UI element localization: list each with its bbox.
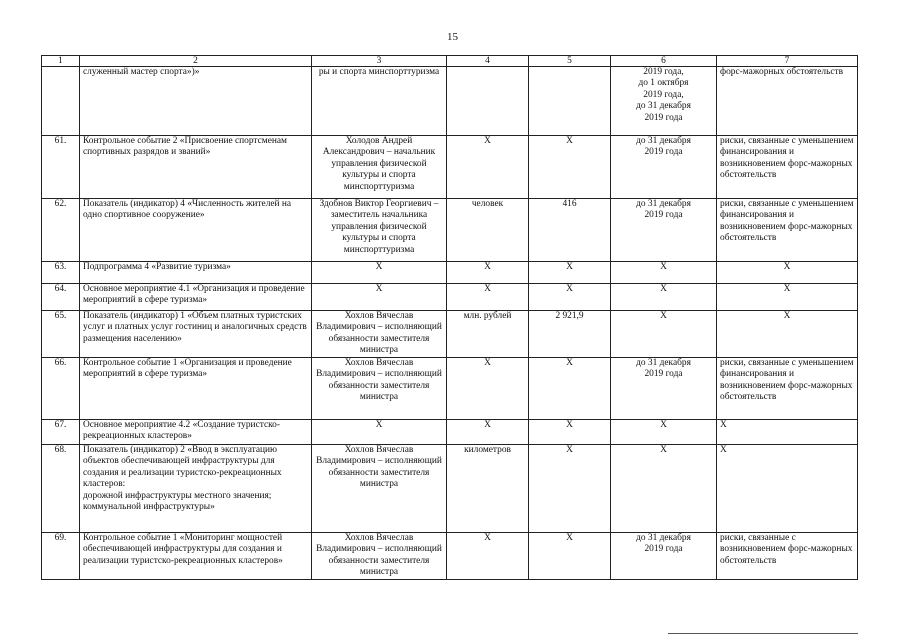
target-value-cell: 2 921,9 [529, 311, 611, 358]
responsible-person-cell: Холодов Андрей Александрович – начальник управления физической культуры и спорта минспорттуризма [312, 136, 447, 199]
risks-cell: X [717, 284, 858, 311]
event-name-cell: Подпрограмма 4 «Развитие туризма» [80, 262, 312, 284]
column-number-row [42, 56, 858, 67]
event-name-cell: Основное мероприятие 4.1 «Организация и проведение мероприятий в сфере туризма» [80, 284, 312, 311]
column-number-6: 6 [611, 56, 717, 67]
row-number-cell: 68. [42, 445, 80, 533]
responsible-person-cell: ры и спорта минспорттуризма [312, 67, 447, 136]
target-value-cell [529, 67, 611, 136]
deadline-cell: X [611, 420, 717, 445]
event-name-cell: Контрольное событие 2 «Присвоение спортсменам спортивных разрядов и званий» [80, 136, 312, 199]
table-row [42, 533, 858, 580]
row-number-cell: 61. [42, 136, 80, 199]
deadline-cell: до 31 декабря 2019 года [611, 358, 717, 420]
event-name-cell: служенный мастер спорта»)» [80, 67, 312, 136]
risks-cell: риски, связанные с уменьшением финансирования и возникновением форс-мажорных обстоятельств [717, 136, 858, 199]
unit-of-measure-cell: километров [447, 445, 529, 533]
row-number-cell: 67. [42, 420, 80, 445]
event-name-cell: Контрольное событие 1 «Организация и проведение мероприятий в сфере туризма» [80, 358, 312, 420]
unit-of-measure-cell: X [447, 284, 529, 311]
row-number-cell: 63. [42, 262, 80, 284]
deadline-cell: X [611, 262, 717, 284]
target-value-cell: X [529, 445, 611, 533]
unit-of-measure-cell: X [447, 533, 529, 580]
responsible-person-cell: Хохлов Вячеслав Владимирович – исполняющий обязанности заместителя министра [312, 533, 447, 580]
risks-cell: форс-мажорных обстоятельств [717, 67, 858, 136]
table-row [42, 311, 858, 358]
table-row [42, 199, 858, 262]
target-value-cell: X [529, 533, 611, 580]
responsible-person-cell: X [312, 262, 447, 284]
unit-of-measure-cell [447, 67, 529, 136]
report-table [41, 55, 858, 580]
unit-of-measure-cell: X [447, 136, 529, 199]
responsible-person-cell: Здобнов Виктор Георгиевич – заместитель начальника управления физической культуры и спорта минспорттуризма [312, 199, 447, 262]
unit-of-measure-cell: X [447, 262, 529, 284]
unit-of-measure-cell: человек [447, 199, 529, 262]
event-name-cell: Показатель (индикатор) 2 «Ввод в эксплуатацию объектов обеспечивающей инфраструктуры для создания и реализации туристско-рекреационных кластеров: дорожной инфраструктуры местного значения; коммунальной инфраструктуры» [80, 445, 312, 533]
deadline-cell: X [611, 284, 717, 311]
deadline-cell: X [611, 445, 717, 533]
deadline-cell: до 31 декабря 2019 года [611, 199, 717, 262]
event-name-cell: Контрольное событие 1 «Мониторинг мощностей обеспечивающей инфраструктуры для создания и реализации туристско-рекреационных кластеров» [80, 533, 312, 580]
row-number-cell: 62. [42, 199, 80, 262]
column-number-5: 5 [529, 56, 611, 67]
risks-cell: риски, связанные с уменьшением финансирования и возникновением форс-мажорных обстоятельств [717, 199, 858, 262]
deadline-cell: 2019 года, до 1 октября 2019 года, до 31 декабря 2019 года [611, 67, 717, 136]
column-number-2: 2 [80, 56, 312, 67]
responsible-person-cell: Хохлов Вячеслав Владимирович – исполняющий обязанности заместителя министра [312, 445, 447, 533]
column-number-7: 7 [717, 56, 858, 67]
risks-cell: X [717, 420, 858, 445]
row-number-cell: 64. [42, 284, 80, 311]
deadline-cell: X [611, 311, 717, 358]
risks-cell: риски, связанные с уменьшением финансирования и возникновением форс-мажорных обстоятельств [717, 358, 858, 420]
risks-cell: X [717, 445, 858, 533]
deadline-cell: до 31 декабря 2019 года [611, 533, 717, 580]
target-value-cell: X [529, 136, 611, 199]
row-number-cell: 69. [42, 533, 80, 580]
responsible-person-cell: Хохлов Вячеслав Владимирович – исполняющий обязанности заместителя министра [312, 358, 447, 420]
target-value-cell: X [529, 358, 611, 420]
responsible-person-cell: X [312, 284, 447, 311]
column-number-1: 1 [42, 56, 80, 67]
event-name-cell: Основное мероприятие 4.2 «Создание туристско-рекреационных кластеров» [80, 420, 312, 445]
event-name-cell: Показатель (индикатор) 1 «Объем платных туристских услуг и платных услуг гостиниц и аналогичных средств размещения населению» [80, 311, 312, 358]
row-number-cell [42, 67, 80, 136]
unit-of-measure-cell: X [447, 358, 529, 420]
responsible-person-cell: Хохлов Вячеслав Владимирович – исполняющий обязанности заместителя министра [312, 311, 447, 358]
footer-rule [668, 633, 858, 634]
table-row [42, 67, 858, 136]
table-row [42, 358, 858, 420]
target-value-cell: X [529, 284, 611, 311]
risks-cell: риски, связанные с возникновением форс-мажорных обстоятельств [717, 533, 858, 580]
row-number-cell: 65. [42, 311, 80, 358]
unit-of-measure-cell: X [447, 420, 529, 445]
table-row [42, 136, 858, 199]
table-row [42, 262, 858, 284]
target-value-cell: X [529, 262, 611, 284]
target-value-cell: 416 [529, 199, 611, 262]
column-number-4: 4 [447, 56, 529, 67]
risks-cell: X [717, 311, 858, 358]
deadline-cell: до 31 декабря 2019 года [611, 136, 717, 199]
column-number-3: 3 [312, 56, 447, 67]
table-row [42, 445, 858, 533]
row-number-cell: 66. [42, 358, 80, 420]
risks-cell: X [717, 262, 858, 284]
target-value-cell: X [529, 420, 611, 445]
responsible-person-cell: X [312, 420, 447, 445]
page-number: 15 [447, 31, 458, 43]
unit-of-measure-cell: млн. рублей [447, 311, 529, 358]
event-name-cell: Показатель (индикатор) 4 «Численность жителей на одно спортивное сооружение» [80, 199, 312, 262]
table-row [42, 284, 858, 311]
table-row [42, 420, 858, 445]
